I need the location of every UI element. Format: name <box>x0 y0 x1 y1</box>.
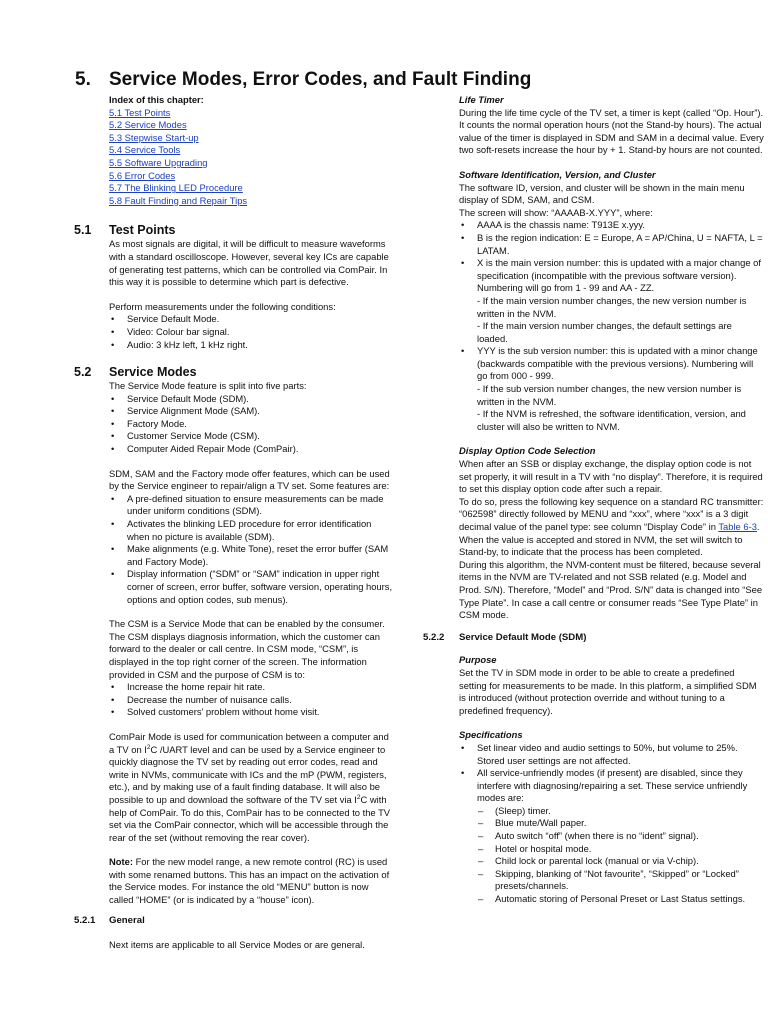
index-link[interactable]: 5.1 Test Points <box>109 106 171 118</box>
list-item: • Computer Aided Repair Mode (ComPair). <box>109 443 394 456</box>
compair-paragraph <box>109 731 394 844</box>
index-link[interactable]: 5.2 Service Modes <box>109 119 187 131</box>
text-run: C /UART level and can be used by a Service engineer to quickly diagnose the TV set by reading out error codes, read and write in NVMs, communicate with ICs and the mP (PWM, registers, etc.), and by making use of a fault finding database. It will also be possible to up and download the software of the TV set via I <box>109 743 387 805</box>
text-run: - If the sub version number changes, the new version number is written in the NVM. <box>477 383 742 407</box>
list-item: – Child lock or parental lock (manual or via V-chip). <box>477 855 764 868</box>
right-column <box>423 94 764 906</box>
section-number: 5.2.1 <box>74 914 96 926</box>
paragraph: SDM, SAM and the Factory mode offer features, which can be used by the Service engineer to repair/align a TV set. Some features are: <box>109 467 390 492</box>
text-run: . When the value is accepted and stored in NVM, the set will switch to Stand-by, to indicate that the process has been completed. <box>459 521 760 558</box>
list-item: • AAAA is the chassis name: T913E x.yyy. <box>459 219 764 232</box>
paragraph: The screen will show: “AAAAB-X.YYY”, where: <box>459 206 653 218</box>
paragraph <box>459 496 764 559</box>
paragraph: Set the TV in SDM mode in order to be able to create a predefined setting for measurements to be made. In this platform, a simplified SDM is introduced (without protection override and without tuning to a predefined frequency). <box>459 666 757 716</box>
specifications-list <box>459 742 764 805</box>
paragraph: During the life time cycle of the TV set, a timer is kept (called “Op. Hour”). It counts the normal operation hours (not the Stand-by hours). The actual value of the timer is displayed in SDM and SAM in a decimal value. Every two soft-resets increase the hour by + 1. Stand-by hours are not counted. <box>459 106 764 156</box>
note-label: Note: <box>109 856 133 868</box>
chapter-title <box>75 68 531 92</box>
paragraph: When after an SSB or display exchange, the display option code is not set properly, it will result in a TV with “no display”. Therefore, it is required to set this display option code after such a repair. <box>459 458 763 495</box>
chapter-number: 5. <box>75 69 91 90</box>
list-item: • Video: Colour bar signal. <box>109 326 394 339</box>
index-link[interactable]: 5.3 Stepwise Start-up <box>109 131 199 143</box>
chapter-index <box>109 107 394 208</box>
superscript: 2 <box>146 743 151 751</box>
list-item: • Service Default Mode (SDM). <box>109 393 394 406</box>
text-run: To do so, press the following key sequence on a standard RC transmitter: “062598” directly followed by MENU and “xxx”, where “xxx” is a 3 digit decimal value of the panel type: see column “Display Code” in <box>459 495 764 532</box>
conditions-list <box>109 313 394 351</box>
subheading-software-id: Software Identification, Version, and Cluster <box>459 168 656 180</box>
unfriendly-modes-list <box>477 805 764 906</box>
paragraph: The software ID, version, and cluster will be shown in the main menu display of SDM, SAM, and CSM. <box>459 181 745 206</box>
list-item: – Hotel or hospital mode. <box>477 843 764 856</box>
list-item: – (Sleep) timer. <box>477 805 764 818</box>
section-heading-5-2 <box>74 365 394 380</box>
list-item: • Factory Mode. <box>109 418 394 431</box>
paragraph: The CSM is a Service Mode that can be enabled by the consumer. The CSM displays diagnosis information, which the customer can forward to the dealer or call centre. In CSM mode, “CSM”, is displayed in the top right corner of the screen. The information provided in CSM and the purpose of CSM is to: <box>109 618 385 680</box>
paragraph: Perform measurements under the following conditions: <box>109 300 336 312</box>
list-item: • Increase the home repair hit rate. <box>109 681 394 694</box>
index-link[interactable]: 5.6 Error Codes <box>109 169 176 181</box>
text-run: YYY is the sub version number: this is updated with a minor change (backwards compatible with the previous versions). Numbering will go from 000 - 999. <box>477 345 758 382</box>
list-item: – Blue mute/Wall paper. <box>477 817 764 830</box>
list-item: • Decrease the number of nuisance calls. <box>109 694 394 707</box>
note-text: For the new model range, a new remote control (RC) is used with some renamed buttons. This has an impact on the activation of the Service modes. For instance the old “MENU” button is now called “HOME” (or is indicated by a “house” icon). <box>109 856 390 906</box>
section-number: 5.2 <box>74 365 92 380</box>
index-link[interactable]: 5.7 The Blinking LED Procedure <box>109 182 243 194</box>
list-item: – Skipping, blanking of “Not favourite”, “Skipped” or “Locked” presets/channels. <box>477 868 764 893</box>
text-run: - If the main version number changes, the new version number is written in the NVM. <box>477 294 747 319</box>
subheading-display-option: Display Option Code Selection <box>459 445 596 457</box>
service-parts-list <box>109 393 394 456</box>
table-6-3-link[interactable]: Table 6-3 <box>718 521 757 532</box>
list-item: – Auto switch “off” (when there is no “ident” signal). <box>477 830 764 843</box>
text-run: - If the NVM is refreshed, the software identification, version, and cluster will also be written to NVM. <box>477 408 746 432</box>
superscript: 2 <box>356 793 361 801</box>
subheading-life-timer: Life Timer <box>459 94 504 105</box>
list-item: • Service Default Mode. <box>109 313 394 326</box>
section-number: 5.1 <box>74 223 92 238</box>
text-run: - If the main version number changes, the default settings are loaded. <box>477 320 732 344</box>
list-item: • Solved customers’ problem without home visit. <box>109 706 394 719</box>
section-heading-5-2-2 <box>423 631 764 645</box>
list-item: • Display information (“SDM” or “SAM” indication in upper right corner of screen, error buffer, software version, operating hours, options and option codes, sub menus). <box>109 568 394 606</box>
note-paragraph <box>109 856 394 906</box>
list-item: • Activates the blinking LED procedure for error identification when no picture is available (SDM). <box>109 518 394 543</box>
paragraph: The Service Mode feature is split into five parts: <box>109 380 307 392</box>
left-column <box>74 94 394 952</box>
list-item: • Make alignments (e.g. White Tone), reset the error buffer (SAM and Factory Mode). <box>109 543 394 568</box>
index-heading: Index of this chapter: <box>109 94 204 105</box>
list-item: • Set linear video and audio settings to 50%, but volume to 25%. Stored user settings are not affected. <box>459 742 764 767</box>
section-title: Service Modes <box>109 365 197 380</box>
paragraph: As most signals are digital, it will be difficult to measure waveforms with a standard oscilloscope. However, several key ICs are capable of generating test patterns, which can be controlled via ComPair. In this way it is possible to determine which part is defective. <box>109 238 389 288</box>
chapter-title-text: Service Modes, Error Codes, and Fault Finding <box>109 69 532 90</box>
list-item <box>459 345 764 433</box>
paragraph: Next items are applicable to all Service Modes or are general. <box>109 939 365 951</box>
list-item: – Automatic storing of Personal Preset or Last Status settings. <box>477 893 764 906</box>
list-item: • Audio: 3 kHz left, 1 kHz right. <box>109 339 394 352</box>
list-item <box>459 257 764 345</box>
csm-list <box>109 681 394 719</box>
software-id-list <box>459 219 764 433</box>
index-link[interactable]: 5.5 Software Upgrading <box>109 156 208 168</box>
section-heading-5-1 <box>74 223 394 238</box>
list-item: • All service-unfriendly modes (if present) are disabled, since they interfere with diagnosing/repairing a set. These service unfriendly modes are: <box>459 767 764 805</box>
list-item: • Customer Service Mode (CSM). <box>109 430 394 443</box>
subheading-specifications: Specifications <box>459 729 523 741</box>
subheading-purpose: Purpose <box>459 654 497 666</box>
index-link[interactable]: 5.4 Service Tools <box>109 144 181 156</box>
features-list <box>109 493 394 606</box>
list-item: • Service Alignment Mode (SAM). <box>109 405 394 418</box>
text-run: C with help of ComPair. To do this, ComPair has to be connected to the TV set via the ComPair connector, which will be accessible through the rear of the set (without removing the rear cover). <box>109 793 391 843</box>
section-number: 5.2.2 <box>423 631 445 643</box>
text-run: ComPair Mode is used for communication between a computer and a TV on I <box>109 730 389 755</box>
section-title: Service Default Mode (SDM) <box>459 631 587 643</box>
section-heading-5-2-1 <box>74 914 394 928</box>
index-link[interactable]: 5.8 Fault Finding and Repair Tips <box>109 194 248 206</box>
section-title: General <box>109 914 145 926</box>
section-title: Test Points <box>109 223 176 238</box>
list-item: • B is the region indication: E = Europe, A = AP/China, U = NAFTA, L = LATAM. <box>459 232 764 257</box>
list-item: • A pre-defined situation to ensure measurements can be made under uniform conditions (SDM). <box>109 493 394 518</box>
text-run: X is the main version number: this is updated with a major change of specification (incompatible with the previous software version). Numbering will go from 1 - 99 and AA - ZZ. <box>477 257 762 294</box>
paragraph: During this algorithm, the NVM-content must be filtered, because several items in the NVM are TV-related and not SSB related (e.g. Model and Prod. S/N). Therefore, “Model” and “Prod. S/N” data is changed into “See Type Plate”. In case a call centre or consumer reads “See Type Plate” in CSM mode. <box>459 558 763 621</box>
